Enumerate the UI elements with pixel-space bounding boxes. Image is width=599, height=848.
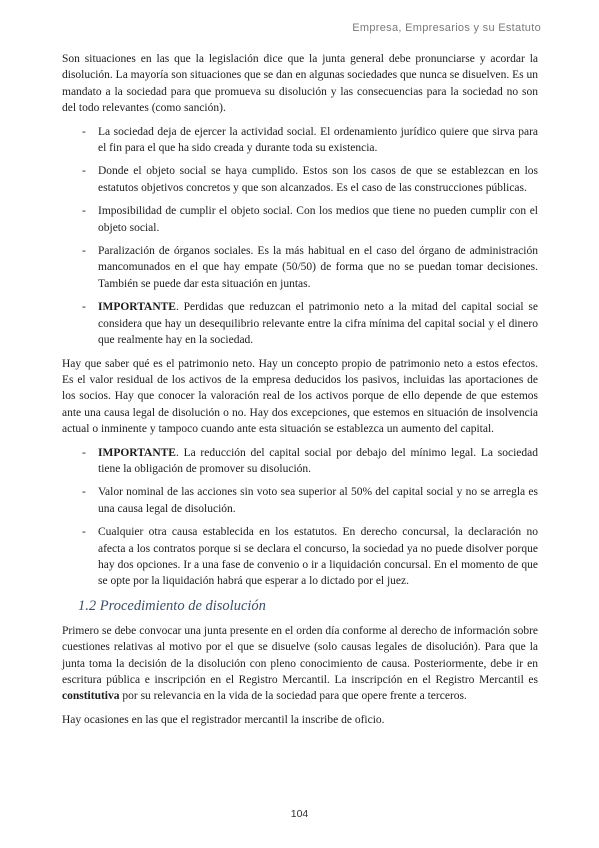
important-label: IMPORTANTE: [98, 301, 176, 314]
important-label: IMPORTANTE: [98, 446, 176, 459]
list-item: - Imposibilidad de cumplir el objeto social. Con los medios que tiene no pueden cumplir con el objeto social.: [62, 203, 538, 236]
dissolution-causes-list: [62, 124, 538, 349]
bold-term: constitutiva: [62, 690, 120, 703]
section-heading: 1.2 Procedimiento de disolución: [78, 597, 266, 614]
paragraph-registrador: Hay ocasiones en las que el registrador mercantil la inscribe de oficio.: [62, 713, 385, 726]
list-item: - Donde el objeto social se haya cumplido. Estos son los casos de que se establezcan en los estatutos objetivos concretos y que son alcanzados. Es el caso de las construcciones públicas.: [62, 163, 538, 196]
paragraph-intro: Son situaciones en las que la legislación dice que la junta general debe pronunciarse y acordar la disolución. La mayoría son situaciones que se dan en algunas sociedades que nunca se disuelven. Es un mandato a la sociedad para que promueva su disolución y las consecuencias para la sociedad no son del todo relevantes (como sanción).: [62, 53, 538, 115]
list-item: - IMPORTANTE. Perdidas que reduzcan el patrimonio neto a la mitad del capital social se considera que hay un desequilibrio relevante entre la cifra mínima del capital social y el dinero que realmente hay en la sociedad.: [62, 299, 538, 348]
list-item: - Valor nominal de las acciones sin voto sea superior al 50% del capital social y no se arregla es una causa legal de disolución.: [62, 484, 538, 517]
list-item: - Cualquier otra causa establecida en los estatutos. En derecho concursal, la declaración no afecta a los contratos porque si se declara el concurso, la sociedad ya no puede disolver porque hay dos opciones. Ir a una fase de convenio o ir a liquidación concursal. En el momento de que se opte por la liquidación habrá que esperar a lo dictado por el juez.: [62, 524, 538, 590]
additional-causes-list: [62, 445, 538, 590]
page-number: 104: [290, 808, 309, 820]
paragraph-patrimonio-neto: Hay que saber qué es el patrimonio neto. Hay un concepto propio de patrimonio neto a estos efectos. Es el valor residual de los activos de la empresa deducidos los pasivos, incluidas las aportaciones de los socios. Hay que conocer la valoración real de los activos porque de ello depende de que estemos ante una causa legal de disolución o no. Hay dos excepciones, que estemos en situación de insolvencia actual o inminente y tampoco cuando ante esta situación se establezca un aumento del capital.: [62, 357, 538, 436]
running-header: Empresa, Empresarios y su Estatuto: [352, 22, 541, 34]
list-item: - IMPORTANTE. La reducción del capital social por debajo del mínimo legal. La sociedad tiene la obligación de promover su disolución.: [62, 445, 538, 478]
paragraph-procedure: Primero se debe convocar una junta presente en el orden día conforme al derecho de información sobre cuestiones relativas al motivo por el que se disuelve (solo causas legales de disolución). Para que la junta toma la decisión de la disolución con pleno conocimiento de causa. Posteriormente, debe ir en escritura pública e inscripción en el Registro Mercantil. La inscripción en el Registro Mercantil es constitutiva por su relevancia en la vida de la sociedad para que opere frente a terceros.: [62, 624, 538, 703]
list-item: - La sociedad deja de ejercer la actividad social. El ordenamiento jurídico quiere que sirva para el fin para el que ha sido creada y durante toda su existencia.: [62, 124, 538, 157]
page-body: [62, 51, 538, 735]
list-item: - Paralización de órganos sociales. Es la más habitual en el caso del órgano de administración mancomunados en el que hay empate (50/50) de forma que no se puedan tomar decisiones. También se puede dar esta situación en juntas.: [62, 243, 538, 292]
